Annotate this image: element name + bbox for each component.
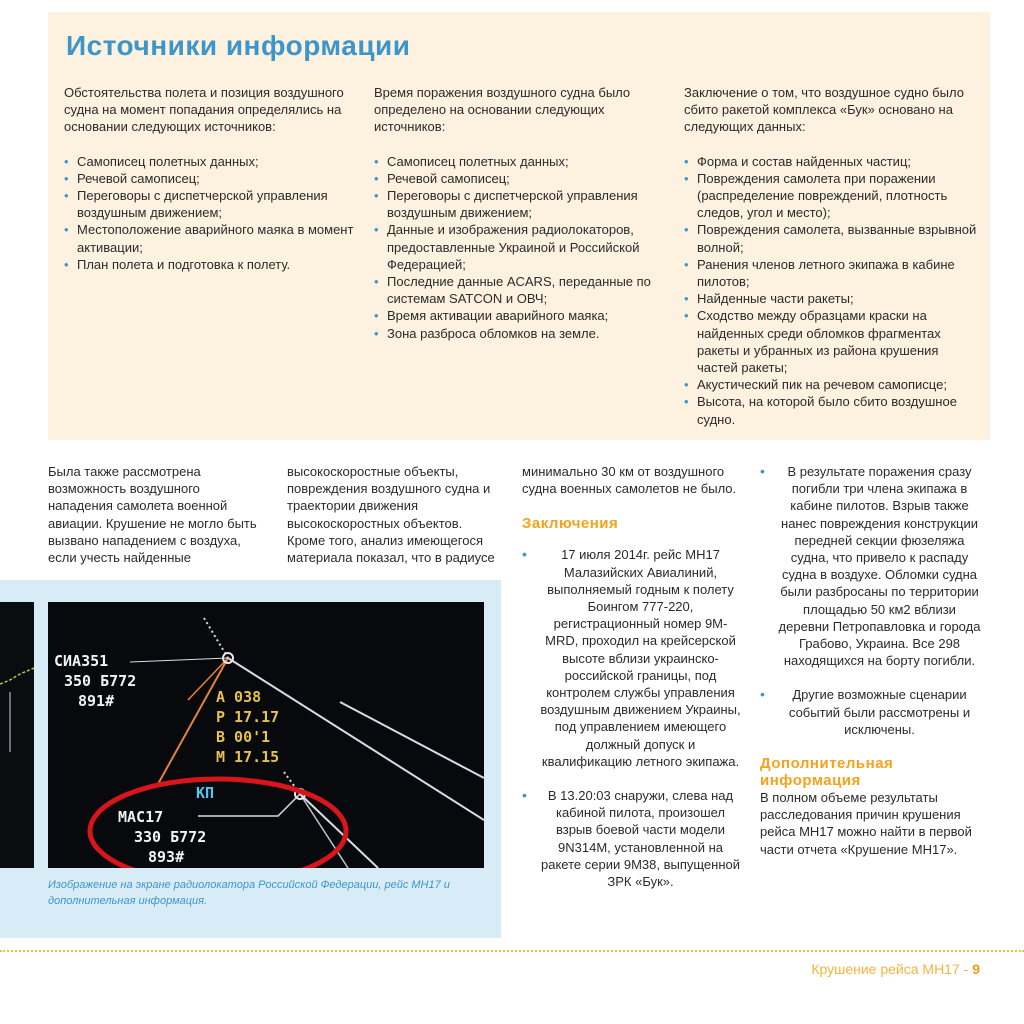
list-item: • План полета и подготовка к полету. <box>64 256 364 273</box>
additional-info-text: В полном объеме результаты расследования причин крушения рейса МН17 можно найти в первой части отчета «Крушение МН17». <box>760 790 972 857</box>
list-item: • Акустический пик на речевом самописце; <box>684 376 978 393</box>
body-column-1 <box>48 463 264 566</box>
footer-title: Крушение рейса МН17 - <box>811 961 969 977</box>
radar-data-r: Р 17.17 <box>216 708 280 726</box>
column-intro: Заключение о том, что воздушное судно было сбито ракетой комплекса «Бук» основано на следующих данных: <box>684 85 964 135</box>
sources-column-time <box>374 84 664 342</box>
list-item: • Высота, на которой было сбито воздушное судно. <box>684 393 978 427</box>
sources-column-buk <box>684 84 978 428</box>
body-column-2 <box>287 463 503 566</box>
radar-screen <box>48 602 484 868</box>
sources-box <box>48 12 990 440</box>
list-item: • Самописец полетных данных; <box>64 153 364 170</box>
list-item: • Другие возможные сценарии событий были рассмотрены и исключены. <box>760 686 982 738</box>
radar-label-kp: КП <box>196 784 215 802</box>
list-item: • Данные и изображения радиолокаторов, предоставленные Украиной и Российской Федерацией; <box>374 221 664 273</box>
radar-data-m: М 17.15 <box>216 748 280 766</box>
list-item: • Повреждения самолета, вызванные взрывной волной; <box>684 221 978 255</box>
sources-title: Источники информации <box>66 30 411 61</box>
sources-list <box>374 153 664 342</box>
additional-info-heading: Дополнительная информация <box>760 755 894 790</box>
radar-data-a: А 038 <box>216 688 262 706</box>
radar-label-mac17-alt: 330 Б772 <box>134 828 207 846</box>
figure-caption: Изображение на экране радиолокатора Российской Федерации, рейс МН17 и дополнительная информация. <box>48 879 450 907</box>
body-paragraph: Была также рассмотрена возможность воздушного нападения самолета военной авиации. Крушение не могло быть вызвано нападением с воздуха, если учесть найденные <box>48 464 257 566</box>
footer-divider <box>0 950 1024 952</box>
list-item: • Сходство между образцами краски на найденных среди обломков фрагментах ракеты и убранных из района крушения частей ракеты; <box>684 307 978 376</box>
page-number: 9 <box>972 961 980 977</box>
radar-label-mac17-code: 893# <box>148 848 185 866</box>
list-item: • Местоположение аварийного маяка в момент активации; <box>64 221 364 255</box>
list-item: • Найденные части ракеты; <box>684 290 978 307</box>
radar-label-sia351-alt: 350 Б772 <box>64 672 137 690</box>
radar-data-v: В 00'1 <box>216 728 271 746</box>
radar-label-mac17: МАС17 <box>118 808 164 826</box>
column-intro: Обстоятельства полета и позиция воздушного судна на момент попадания определялись на основании следующих источников: <box>64 85 344 135</box>
list-item: • Форма и состав найденных частиц; <box>684 153 978 170</box>
list-item: • Речевой самописец; <box>374 170 664 187</box>
list-item: • Речевой самописец; <box>64 170 364 187</box>
findings-list <box>760 463 982 738</box>
list-item: • В результате поражения сразу погибли три члена экипажа в кабине пилотов. Взрыв также нанес повреждения конструкции передней секции фюзеляжа судна, что привело к распаду судна в воздухе. Обломки судна были разбросаны по территории площадью 50 км2 вблизи деревни Петропавловка и города Грабово, Украина. Все 298 находящихся на борту погибли. <box>760 463 982 669</box>
body-column-4 <box>760 463 982 858</box>
list-item: • Время активации аварийного маяка; <box>374 307 664 324</box>
sources-column-position <box>64 84 364 273</box>
radar-label-sia351: СИА351 <box>54 652 109 670</box>
list-item: • Переговоры с диспетчерской управления воздушным движением; <box>64 187 364 221</box>
list-item: • Последние данные ACARS, переданные по системам SATCON и ОВЧ; <box>374 273 664 307</box>
body-column-3 <box>522 463 742 890</box>
list-item: • Ранения членов летного экипажа в кабине пилотов; <box>684 256 978 290</box>
radar-figure <box>0 580 501 938</box>
conclusions-list <box>522 546 742 890</box>
list-item: • Повреждения самолета при поражении (распределение повреждений, плотность следов, угол и место); <box>684 170 978 222</box>
list-item: • 17 июля 2014г. рейс МН17 Малазийских Авиалиний, выполняемый годным к полету Боингом 777-220, регистрационный номер 9M-MRD, проходил на крейсерской высоте вблизи украинско-российской границы, под контролем службы управления воздушным движением Украины, под управлением имеющего должный допуск и квалификацию летного экипажа. <box>522 546 742 770</box>
column-intro: Время поражения воздушного судна было определено на основании следующих источников: <box>374 85 631 135</box>
list-item: • Переговоры с диспетчерской управления воздушным движением; <box>374 187 664 221</box>
body-paragraph: высокоскоростные объекты, повреждения воздушного судна и траектории движения высокоскоростных объектов. Кроме того, анализ имеющегося материала показал, что в радиусе <box>287 464 495 566</box>
body-paragraph: минимально 30 км от воздушного судна военных самолетов не было. <box>522 464 737 497</box>
sources-list <box>684 153 978 428</box>
list-item: • Самописец полетных данных; <box>374 153 664 170</box>
radar-label-sia351-code: 891# <box>78 692 115 710</box>
list-item: • В 13.20:03 снаружи, слева над кабиной пилота, произошел взрыв боевой части модели 9N314M, установленной на ракете серии 9М38, выпущенной ЗРК «Бук». <box>522 787 742 890</box>
page-footer <box>811 961 980 977</box>
sources-list <box>64 153 364 273</box>
radar-screen-fragment <box>0 602 34 868</box>
conclusions-heading: Заключения <box>522 515 619 533</box>
list-item: • Зона разброса обломков на земле. <box>374 325 664 342</box>
